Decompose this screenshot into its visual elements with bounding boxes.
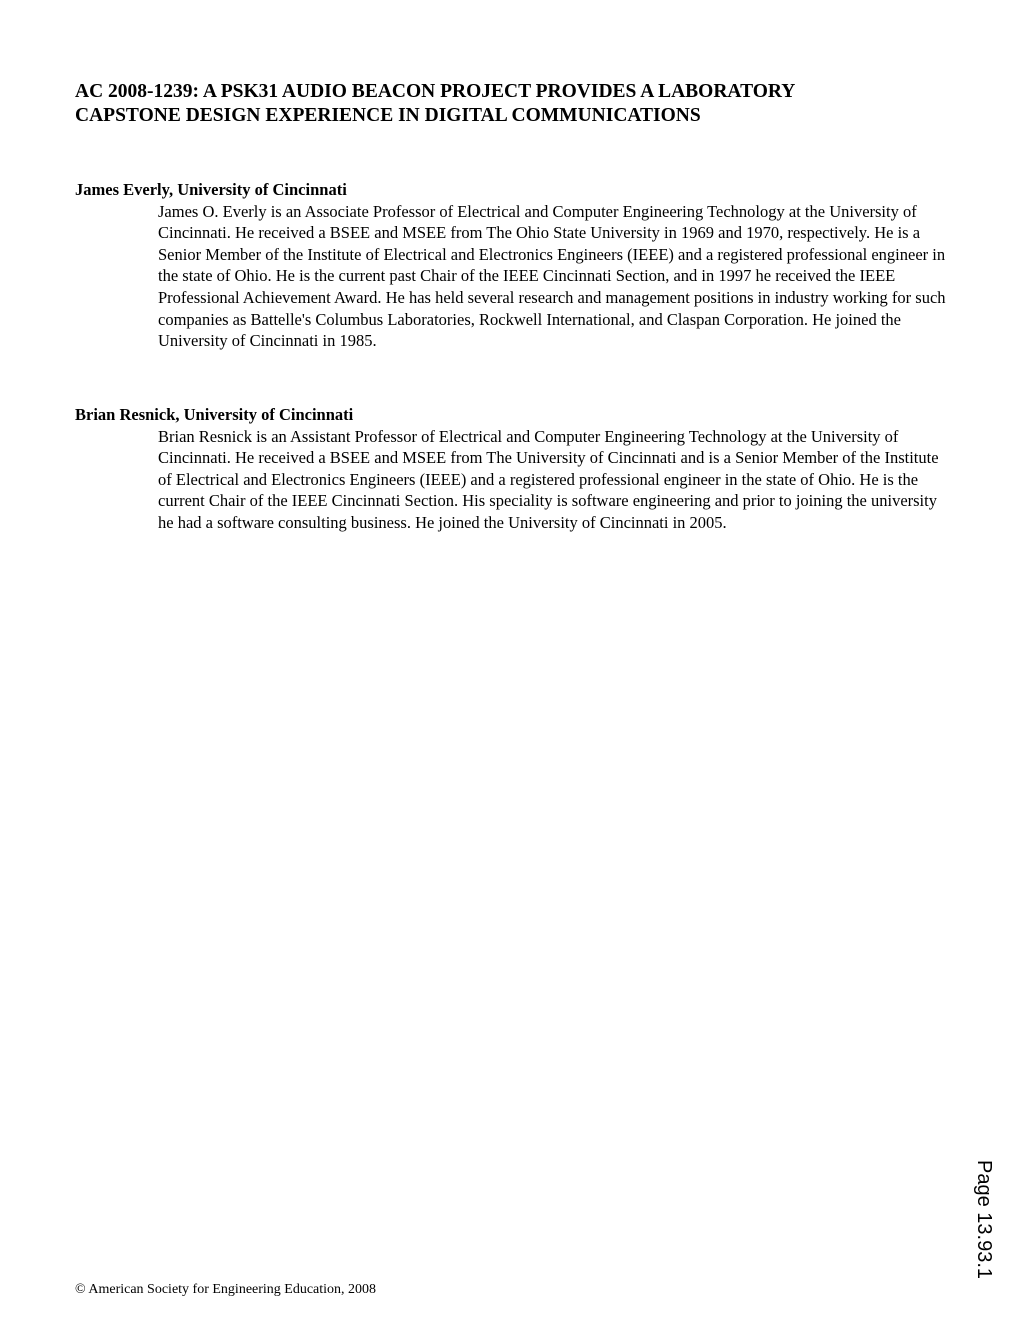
page-number: Page 13.93.1 xyxy=(973,1160,995,1279)
author-heading: Brian Resnick, University of Cincinnati xyxy=(75,405,354,424)
author-section-resnick xyxy=(75,404,955,534)
author-section-everly xyxy=(75,179,955,352)
author-bio: James O. Everly is an Associate Professor of Electrical and Computer Engineering Technology at the University of Cincinnati. He received a BSEE and MSEE from The Ohio State University in 1969 and 1970, respectively. He is a Senior Member of the Institute of Electrical and Electronics Engineers (IEEE) and a registered professional engineer in the state of Ohio. He is the current past Chair of the IEEE Cincinnati Section, and in 1997 he received the IEEE Professional Achievement Award. He has held several research and management positions in industry working for such companies as Battelle's Columbus Laboratories, Rockwell International, and Claspan Corporation. He joined the University of Cincinnati in 1985. xyxy=(158,201,946,351)
author-heading: James Everly, University of Cincinnati xyxy=(75,180,347,199)
copyright-footer: © American Society for Engineering Education, 2008 xyxy=(75,1282,377,1297)
author-bio: Brian Resnick is an Assistant Professor of Electrical and Computer Engineering Technology at the University of Cincinnati. He received a BSEE and MSEE from The University of Cincinnati and is a Senior Member of the Institute of Electrical and Electronics Engineers (IEEE) and a registered professional engineer in the state of Ohio. He is the current Chair of the IEEE Cincinnati Section. His speciality is software engineering and prior to joining the university he had a software consulting business. He joined the University of Cincinnati in 2005. xyxy=(158,426,939,532)
paper-title: AC 2008-1239: A PSK31 AUDIO BEACON PROJECT PROVIDES A LABORATORY CAPSTONE DESIGN EXPERIENCE IN DIGITAL COMMUNICATIONS xyxy=(75,81,795,126)
